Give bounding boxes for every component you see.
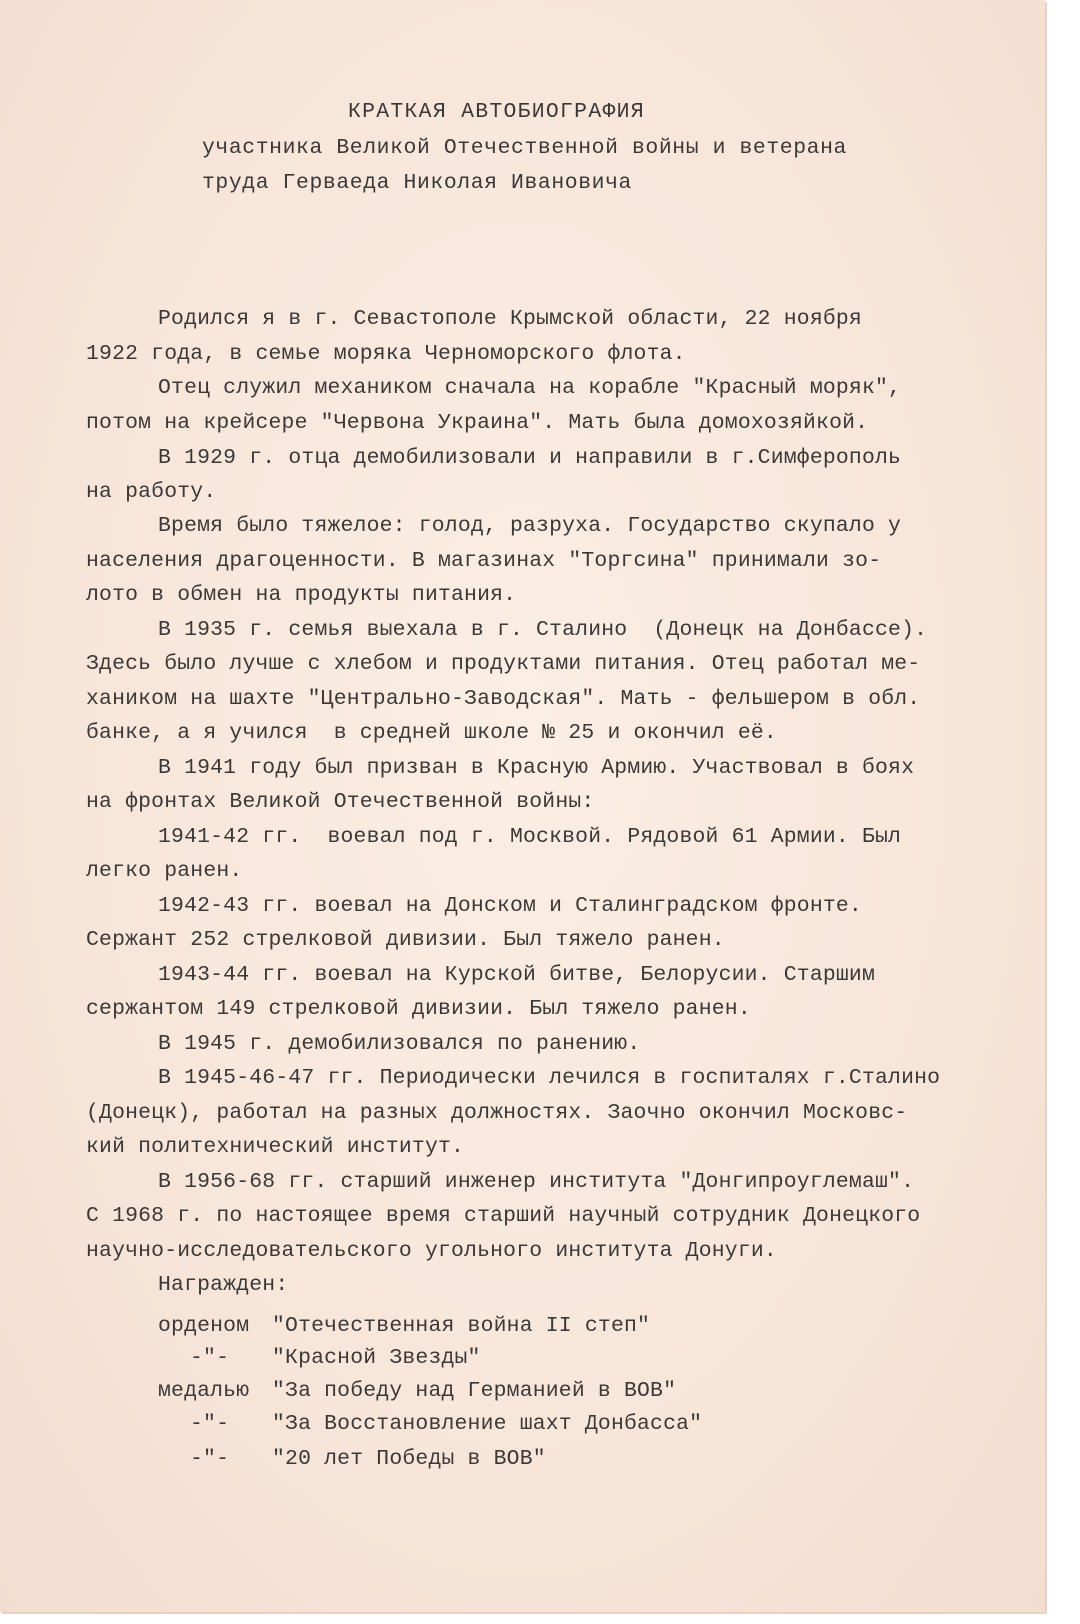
body-line: Сержант 252 стрелковой дивизии. Был тяжело ранен. xyxy=(86,928,725,952)
body-line: Время было тяжелое: голод, разруха. Государство скупало у xyxy=(158,514,902,538)
award-type-label: орденом xyxy=(158,1314,250,1338)
body-line: 1943-44 гг. воевал на Курской битве, Белорусии. Старшим xyxy=(158,963,876,987)
body-line: банке, а я учился в средней школе № 25 и окончил её. xyxy=(86,721,777,745)
body-line: населения драгоценности. В магазинах "Торгсина" принимали зо- xyxy=(86,549,882,573)
body-line: Здесь было лучше с хлебом и продуктами питания. Отец работал ме- xyxy=(86,652,921,676)
document-subtitle-line-2: труда Герваеда Николая Ивановича xyxy=(202,171,632,195)
body-line: 1922 года, в семье моряка Черноморского флота. xyxy=(86,342,686,366)
body-line: В 1945-46-47 гг. Периодически лечился в госпиталях г.Сталино xyxy=(158,1066,941,1090)
body-line: кий политехнический институт. xyxy=(86,1135,465,1159)
body-line: легко ранен. xyxy=(86,859,243,883)
awards-heading: Награжден: xyxy=(158,1273,289,1297)
body-line: 1942-43 гг. воевал на Донском и Сталинградском фронте. xyxy=(158,894,862,918)
body-line: на фронтах Великой Отечественной войны: xyxy=(86,790,595,814)
body-line: сержантом 149 стрелковой дивизии. Был тяжело ранен. xyxy=(86,997,751,1021)
award-ditto-mark: -"- xyxy=(190,1346,230,1370)
body-line: Родился я в г. Севастополе Крымской области, 22 ноября xyxy=(158,307,862,331)
body-line: 1941-42 гг. воевал под г. Москвой. Рядовой 61 Армии. Был xyxy=(158,825,902,849)
award-name: "20 лет Победы в ВОВ" xyxy=(272,1447,546,1471)
body-line: лото в обмен на продукты питания. xyxy=(86,583,517,607)
document-title: КРАТКАЯ АВТОБИОГРАФИЯ xyxy=(348,100,645,124)
award-name: "Красной Звезды" xyxy=(272,1346,481,1370)
body-line: В 1929 г. отца демобилизовали и направили в г.Симферополь xyxy=(158,446,902,470)
body-line: В 1935 г. семья выехала в г. Сталино (Донецк на Донбассе). xyxy=(158,618,928,642)
body-line: Отец служил механиком сначала на корабле "Красный моряк", xyxy=(158,376,902,400)
award-name: "Отечественная война II степ" xyxy=(272,1314,651,1338)
body-line: В 1956-68 гг. старший инженер института "Донгипроуглемаш". xyxy=(158,1170,915,1194)
body-line: В 1945 г. демобилизовался по ранению. xyxy=(158,1032,641,1056)
body-line: С 1968 г. по настоящее время старший научный сотрудник Донецкого xyxy=(86,1204,921,1228)
body-line: научно-исследовательского угольного института Донуги. xyxy=(86,1239,777,1263)
award-name: "За победу над Германией в ВОВ" xyxy=(272,1379,677,1403)
body-line: В 1941 году был призван в Красную Армию. Участвовал в боях xyxy=(158,756,915,780)
body-line: хаником на шахте "Центрально-Заводская". Мать - фельшером в обл. xyxy=(86,687,921,711)
document-subtitle-line-1: участника Великой Отечественной войны и ветерана xyxy=(202,136,847,160)
body-line: на работу. xyxy=(86,480,217,504)
award-name: "За Восстановление шахт Донбасса" xyxy=(272,1412,703,1436)
award-type-label: медалью xyxy=(158,1379,250,1403)
body-line: потом на крейсере "Червона Украина". Мать была домохозяйкой. xyxy=(86,411,869,435)
award-ditto-mark: -"- xyxy=(190,1412,230,1436)
award-ditto-mark: -"- xyxy=(190,1447,230,1471)
body-line: (Донецк), работал на разных должностях. Заочно окончил Московс- xyxy=(86,1101,908,1125)
